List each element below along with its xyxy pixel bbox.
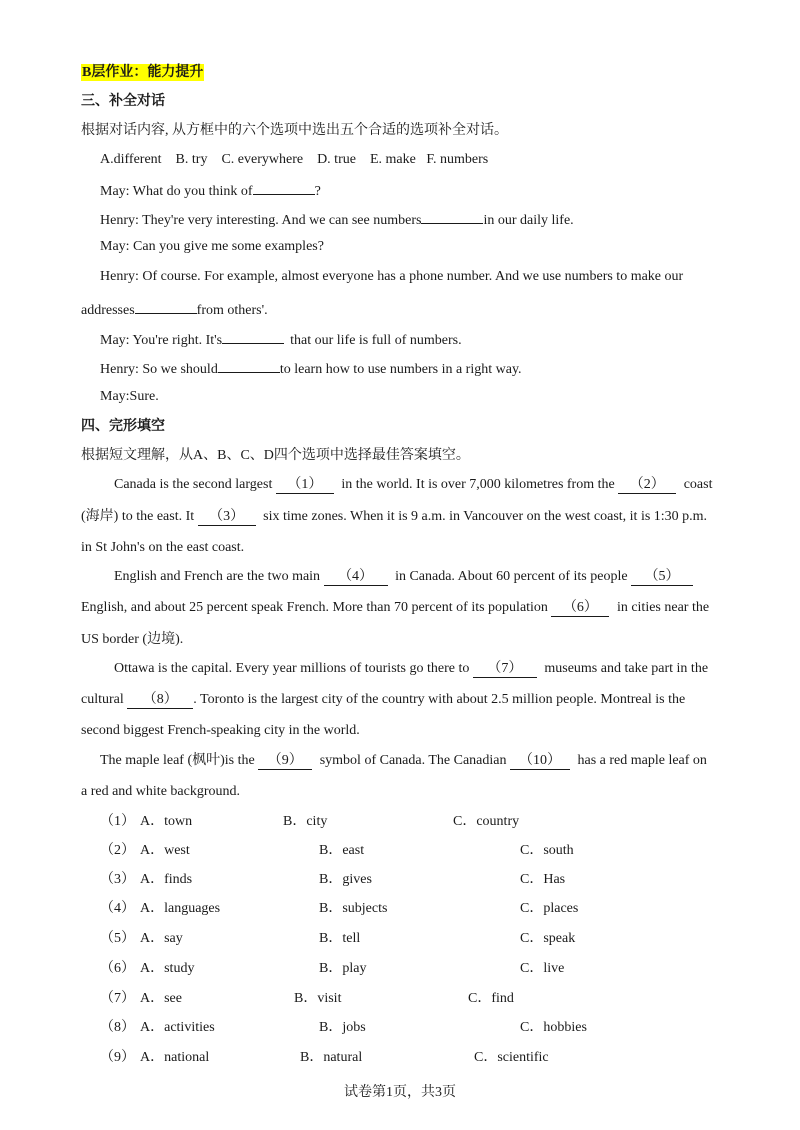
cloze-blank-8[interactable]: （8）	[127, 692, 193, 709]
question-number: （9）	[100, 1050, 135, 1065]
cloze-blank-7[interactable]: （7）	[473, 661, 537, 678]
question-number: （8）	[100, 1020, 135, 1035]
option-a[interactable]: A．west	[140, 843, 190, 858]
dialogue-line-4: Henry: Of course. For example, almost everyone has a phone number. And we use numbers to make our	[100, 269, 684, 284]
option-c[interactable]: C．scientific	[474, 1050, 549, 1065]
option-c[interactable]: C．find	[468, 991, 514, 1006]
question-number: （7）	[100, 991, 135, 1006]
passage-line: The maple leaf (枫叶)is the （9） symbol of Canada. The Canadian （10） has a red maple leaf on	[100, 753, 707, 768]
option-b[interactable]: B．jobs	[319, 1020, 366, 1035]
question-number: （6）	[100, 961, 135, 976]
cloze-blank-3[interactable]: （3）	[198, 509, 256, 526]
part4-heading: 四、完形填空	[81, 419, 165, 434]
answer-blank-1[interactable]	[253, 180, 315, 195]
passage-line: a red and white background.	[81, 784, 240, 799]
cloze-blank-5[interactable]: （5）	[631, 569, 693, 586]
option-b[interactable]: B．subjects	[319, 901, 388, 916]
answer-blank-2[interactable]	[421, 209, 483, 224]
dialogue-line-8: May:Sure.	[100, 389, 159, 404]
cloze-blank-9[interactable]: （9）	[258, 753, 312, 770]
answer-blank-4[interactable]	[222, 329, 284, 344]
page-footer: 试卷第1页，共3页	[344, 1085, 456, 1100]
option-b[interactable]: B．tell	[319, 931, 361, 946]
question-number: （1）	[100, 814, 135, 829]
option-a[interactable]: A．national	[140, 1050, 210, 1065]
option-c[interactable]: C．country	[453, 814, 520, 829]
option-b[interactable]: B．visit	[294, 991, 342, 1006]
cloze-blank-2[interactable]: （2）	[618, 477, 676, 494]
dialogue-line-6: May: You're right. It's that our life is full of numbers.	[100, 329, 462, 350]
dialogue-line-2: Henry: They're very interesting. And we can see numbers in our daily life.	[100, 209, 574, 230]
option-b[interactable]: B．play	[319, 961, 367, 976]
option-a[interactable]: A．study	[140, 961, 195, 976]
option-b[interactable]: B．east	[319, 843, 365, 858]
option-c[interactable]: C．Has	[520, 872, 566, 887]
dialogue-line-7: Henry: So we should to learn how to use numbers in a right way.	[100, 358, 522, 379]
part3-heading: 三、补全对话	[81, 94, 165, 109]
part3-options: A.different B. try C. everywhere D. true E. make F. numbers	[100, 152, 489, 167]
section-title: B层作业：能力提升	[82, 65, 204, 80]
passage-line: English and French are the two main （4） in Canada. About 60 percent of its people （5）	[114, 568, 693, 586]
option-a[interactable]: A．say	[140, 931, 183, 946]
part4-instruction: 根据短文理解，从A、B、C、D四个选项中选择最佳答案填空。	[81, 448, 470, 463]
cloze-blank-6[interactable]: （6）	[551, 600, 609, 617]
question-number: （5）	[100, 931, 135, 946]
option-a[interactable]: A．finds	[140, 872, 193, 887]
cloze-blank-4[interactable]: （4）	[324, 569, 388, 586]
passage-line: Ottawa is the capital. Every year millions of tourists go there to （7） museums and take part in the	[114, 661, 709, 676]
option-b[interactable]: B．gives	[319, 872, 372, 887]
passage-line: second biggest French-speaking city in the world.	[81, 723, 360, 738]
option-c[interactable]: C．places	[520, 901, 579, 916]
question-number: （2）	[100, 843, 135, 858]
passage-line: Canada is the second largest （1） in the world. It is over 7,000 kilometres from the （2） coast	[114, 477, 713, 492]
option-b[interactable]: B．natural	[300, 1050, 363, 1065]
question-number: （3）	[100, 872, 135, 887]
option-a[interactable]: A．activities	[140, 1020, 215, 1035]
dialogue-line-3: May: Can you give me some examples?	[100, 239, 324, 254]
option-c[interactable]: C．speak	[520, 931, 576, 946]
question-number: （4）	[100, 901, 135, 916]
cloze-blank-10[interactable]: （10）	[510, 753, 570, 770]
dialogue-line-5: addresses from others'.	[81, 299, 268, 320]
passage-line: in St John's on the east coast.	[81, 540, 245, 555]
answer-blank-3[interactable]	[135, 299, 197, 314]
passage-line: US border (边境).	[81, 632, 184, 647]
option-a[interactable]: A．languages	[140, 901, 221, 916]
option-a[interactable]: A．town	[140, 814, 193, 829]
option-c[interactable]: C．hobbies	[520, 1020, 587, 1035]
passage-line: English, and about 25 percent speak French. More than 70 percent of its population （6） in cities near the	[81, 600, 710, 615]
option-b[interactable]: B．city	[283, 814, 328, 829]
option-c[interactable]: C．live	[520, 961, 565, 976]
option-a[interactable]: A．see	[140, 991, 182, 1006]
dialogue-line-1: May: What do you think of ?	[100, 180, 321, 201]
option-c[interactable]: C．south	[520, 843, 574, 858]
part3-instruction: 根据对话内容, 从方框中的六个选项中选出五个合适的选项补全对话。	[81, 123, 508, 138]
answer-blank-5[interactable]	[218, 358, 280, 373]
cloze-blank-1[interactable]: （1）	[276, 477, 334, 494]
passage-line: cultural （8） . Toronto is the largest city of the country with about 2.5 million people. Montreal is the	[81, 692, 686, 707]
passage-line: (海岸) to the east. It （3） six time zones. When it is 9 a.m. in Vancouver on the west coast, it is 1:30 p.m.	[81, 509, 708, 524]
